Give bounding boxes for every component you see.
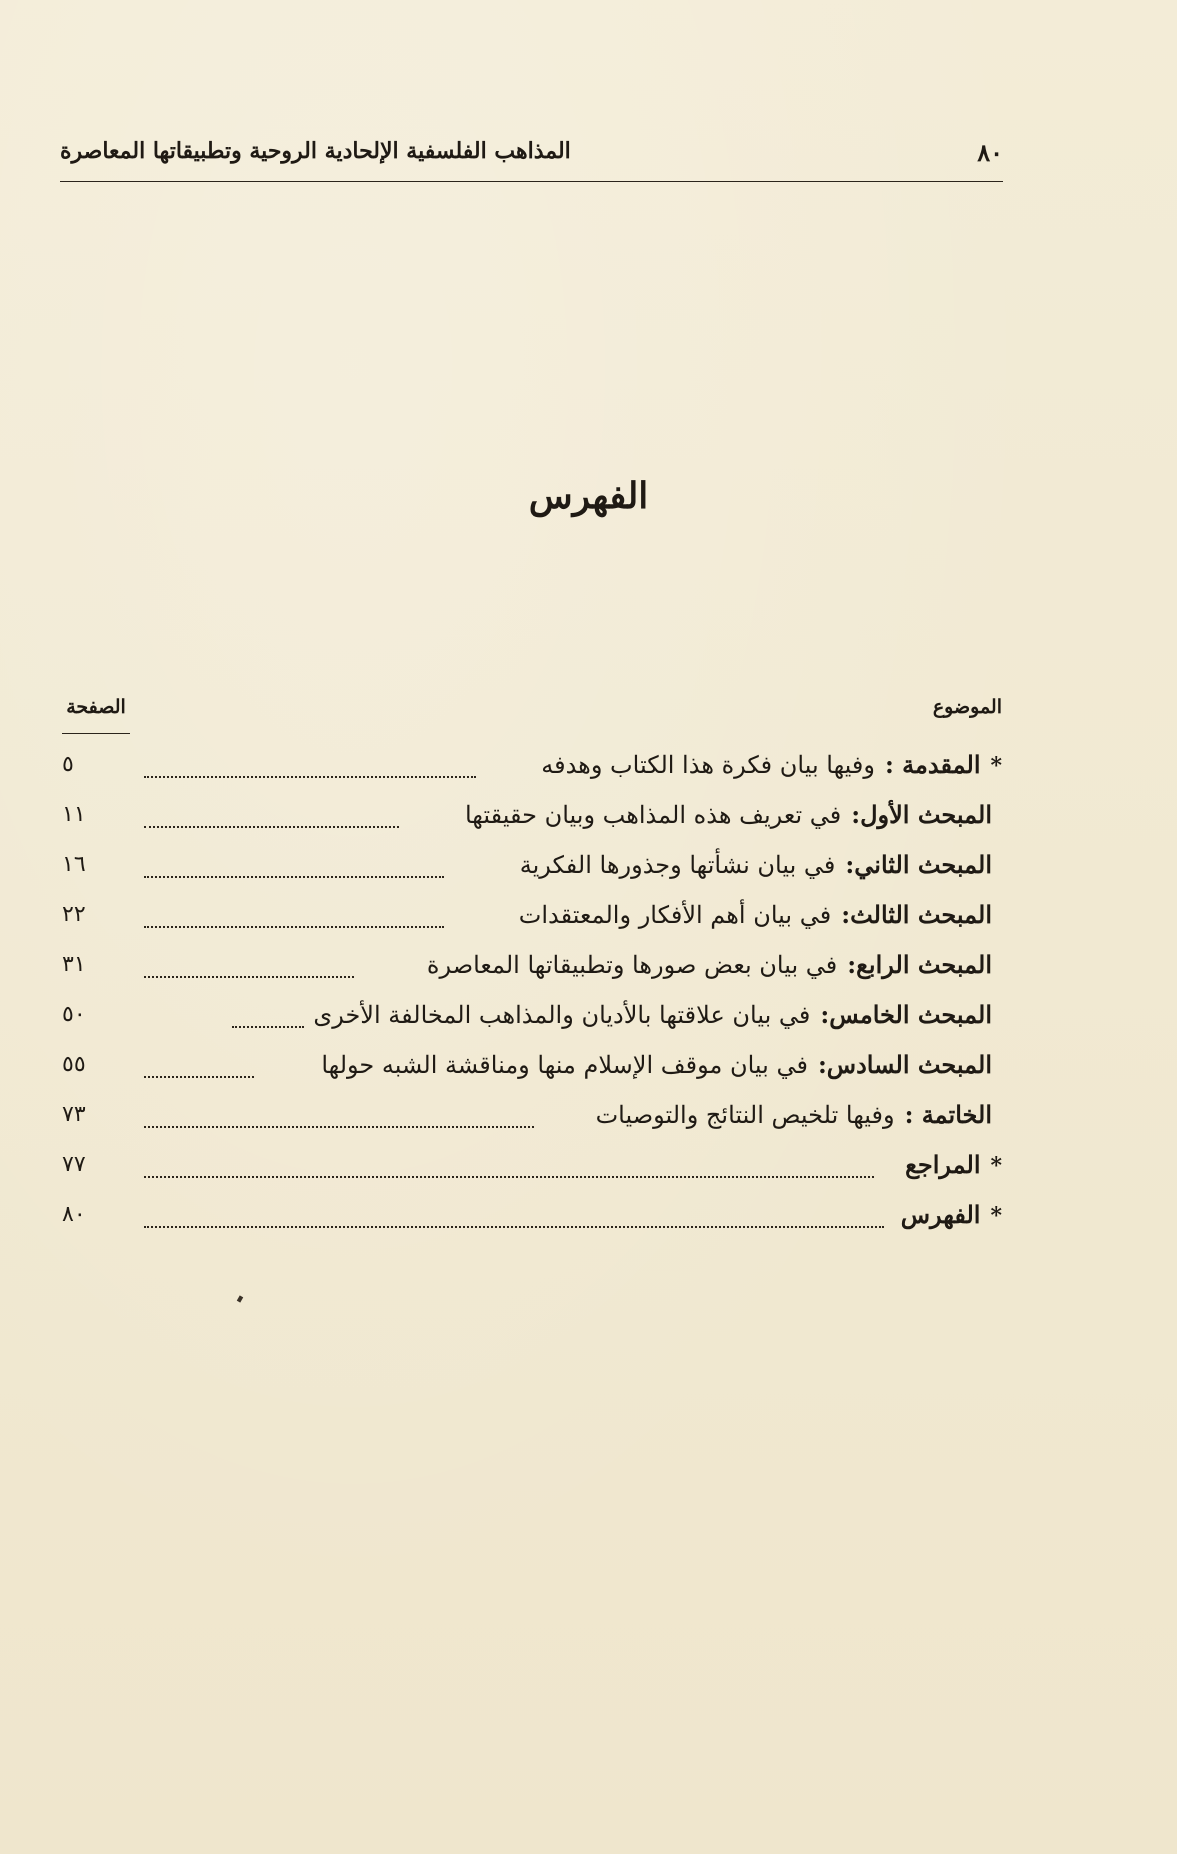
dot-leader bbox=[144, 976, 354, 978]
star-bullet: * bbox=[990, 753, 1002, 779]
running-title: المذاهب الفلسفية الإلحادية الروحية وتطبيقاتها المعاصرة bbox=[60, 138, 571, 164]
toc-entry-page: ٥ bbox=[62, 752, 74, 777]
toc-entry-references bbox=[62, 1150, 1002, 1200]
toc-entry-label: المبحث الأول: bbox=[851, 800, 992, 829]
toc-entry-chapter-6 bbox=[62, 1050, 1002, 1100]
toc-entry-page: ٥٥ bbox=[62, 1052, 86, 1077]
dot-leader bbox=[144, 1226, 884, 1228]
toc-entry-chapter-4 bbox=[62, 950, 1002, 1000]
toc-entry-page: ٧٣ bbox=[62, 1102, 86, 1127]
toc-entry-label: المبحث الخامس: bbox=[820, 1000, 992, 1029]
toc-entry-page: ٢٢ bbox=[62, 902, 86, 927]
toc-entry-label: الفهرس bbox=[900, 1200, 981, 1229]
toc-entry-text bbox=[895, 1150, 1002, 1179]
star-bullet: * bbox=[990, 1203, 1002, 1229]
ink-speck bbox=[237, 1295, 243, 1302]
toc-entry-page: ١٦ bbox=[62, 852, 86, 877]
toc-entry-introduction bbox=[62, 750, 1002, 800]
toc-entry-description: في تعريف هذه المذاهب وبيان حقيقتها bbox=[464, 801, 842, 829]
toc-entry-page: ١١ bbox=[62, 802, 86, 827]
toc-entry-chapter-2 bbox=[62, 850, 1002, 900]
toc-entry-label: المبحث السادس: bbox=[817, 1050, 992, 1079]
toc-entry-label: المبحث الثالث: bbox=[841, 900, 992, 929]
toc-entry-page: ٨٠ bbox=[62, 1202, 86, 1227]
page-column-underline bbox=[62, 733, 130, 734]
toc-entry-text bbox=[596, 1100, 1002, 1129]
dot-leader bbox=[144, 876, 444, 878]
dot-leader bbox=[144, 776, 476, 778]
toc-entry-text bbox=[891, 1200, 1002, 1229]
toc-entry-description: وفيها بيان فكرة هذا الكتاب وهدفه bbox=[541, 751, 875, 779]
toc-entry-label: المقدمة : bbox=[884, 750, 981, 779]
toc-entry-description: في بيان علاقتها بالأديان والمذاهب المخالفة الأخرى bbox=[313, 1001, 811, 1029]
toc-entry-label: الخاتمة : bbox=[904, 1100, 992, 1129]
toc-entry-page: ٥٠ bbox=[62, 1002, 86, 1027]
toc-entry-page: ٣١ bbox=[62, 952, 86, 977]
toc-entry-label: المبحث الرابع: bbox=[847, 950, 992, 979]
toc-entry-text bbox=[313, 1000, 1002, 1029]
dot-leader bbox=[144, 1126, 534, 1128]
toc-entry-description: في بيان موقف الإسلام منها ومناقشة الشبه حولها bbox=[321, 1051, 808, 1079]
column-headers bbox=[62, 690, 1002, 730]
toc-entry-description: في بيان نشأتها وجذورها الفكرية bbox=[519, 851, 836, 879]
toc-entry-chapter-3 bbox=[62, 900, 1002, 950]
dot-leader bbox=[144, 1076, 254, 1078]
toc-entry-index bbox=[62, 1200, 1002, 1250]
toc-entry-page: ٧٧ bbox=[62, 1152, 86, 1177]
toc-entry-text bbox=[427, 950, 1002, 979]
index-title: الفهرس bbox=[528, 475, 649, 517]
dot-leader bbox=[232, 1026, 304, 1028]
toc-entry-text bbox=[520, 850, 1002, 879]
table-of-contents bbox=[62, 750, 1002, 1250]
page-column-header: الصفحة bbox=[66, 696, 126, 718]
toc-entry-conclusion bbox=[62, 1100, 1002, 1150]
toc-entry-chapter-1 bbox=[62, 800, 1002, 850]
toc-entry-text bbox=[519, 900, 1002, 929]
page-header bbox=[60, 132, 1003, 172]
toc-entry-chapter-5 bbox=[62, 1000, 1002, 1050]
star-bullet: * bbox=[990, 1153, 1002, 1179]
toc-entry-label: المراجع bbox=[905, 1150, 981, 1179]
toc-entry-description: في بيان بعض صورها وتطبيقاتها المعاصرة bbox=[426, 951, 838, 979]
topic-column-header: الموضوع bbox=[932, 696, 1002, 718]
toc-entry-description: وفيها تلخيص النتائج والتوصيات bbox=[595, 1101, 895, 1129]
dot-leader bbox=[144, 926, 444, 928]
toc-entry-description: في بيان أهم الأفكار والمعتقدات bbox=[518, 901, 832, 929]
page-number: ٨٠ bbox=[977, 138, 1003, 167]
toc-entry-text bbox=[321, 1050, 1002, 1079]
dot-leader bbox=[144, 1176, 874, 1178]
toc-entry-label: المبحث الثاني: bbox=[845, 850, 992, 879]
toc-entry-text bbox=[465, 800, 1002, 829]
toc-entry-text bbox=[541, 750, 1002, 779]
dot-leader bbox=[144, 826, 399, 828]
header-divider bbox=[60, 181, 1003, 182]
